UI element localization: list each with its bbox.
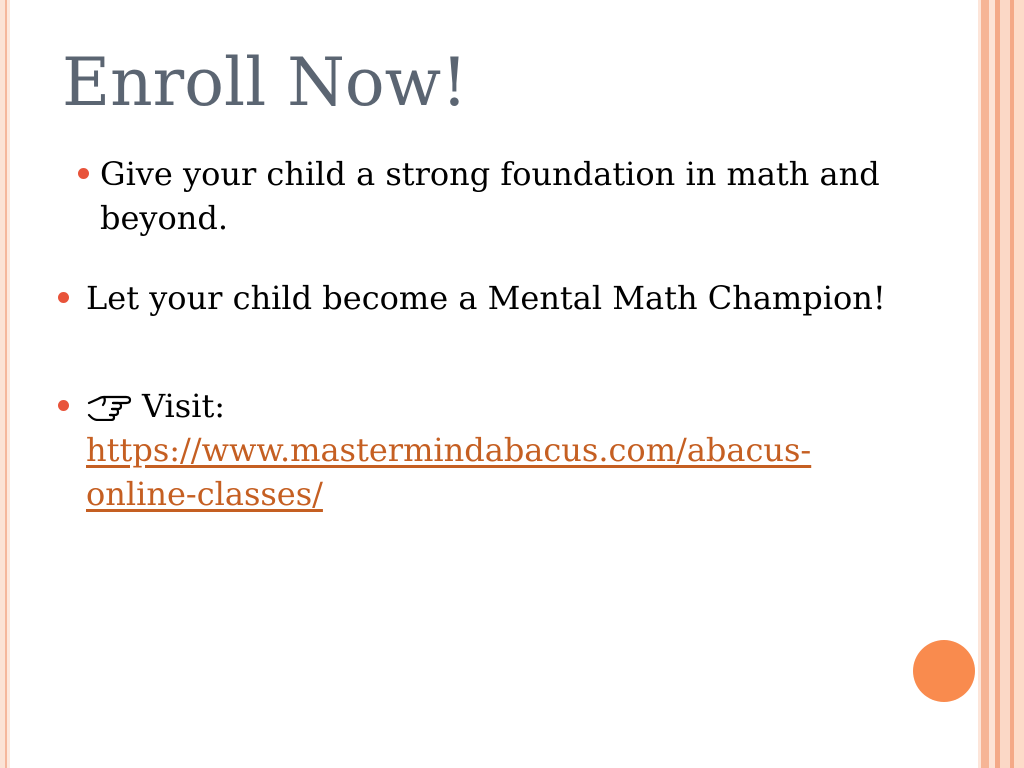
website-link[interactable]: https://www.mastermindabacus.com/abacus-online-classes/ <box>86 431 812 513</box>
bullet-text: Give your child a strong foundation in math and beyond. <box>100 155 880 237</box>
pointing-hand-icon <box>86 389 132 421</box>
left-border-stripe-inner <box>7 0 10 768</box>
bullet-text: Let your child become a Mental Math Champion! <box>86 279 886 317</box>
bullet-item <box>86 276 966 320</box>
accent-circle <box>913 640 975 702</box>
bullet-dot-icon <box>58 292 69 303</box>
right-border-stripe <box>981 0 989 768</box>
slide-title: Enroll Now! <box>62 44 468 121</box>
right-border-stripe <box>1000 0 1010 768</box>
visit-label: Visit: <box>142 387 226 425</box>
bullet-item <box>100 152 960 240</box>
right-border-stripe <box>1014 0 1024 768</box>
bullet-item <box>86 384 906 516</box>
bullet-dot-icon <box>58 400 69 411</box>
bullet-dot-icon <box>78 168 89 179</box>
